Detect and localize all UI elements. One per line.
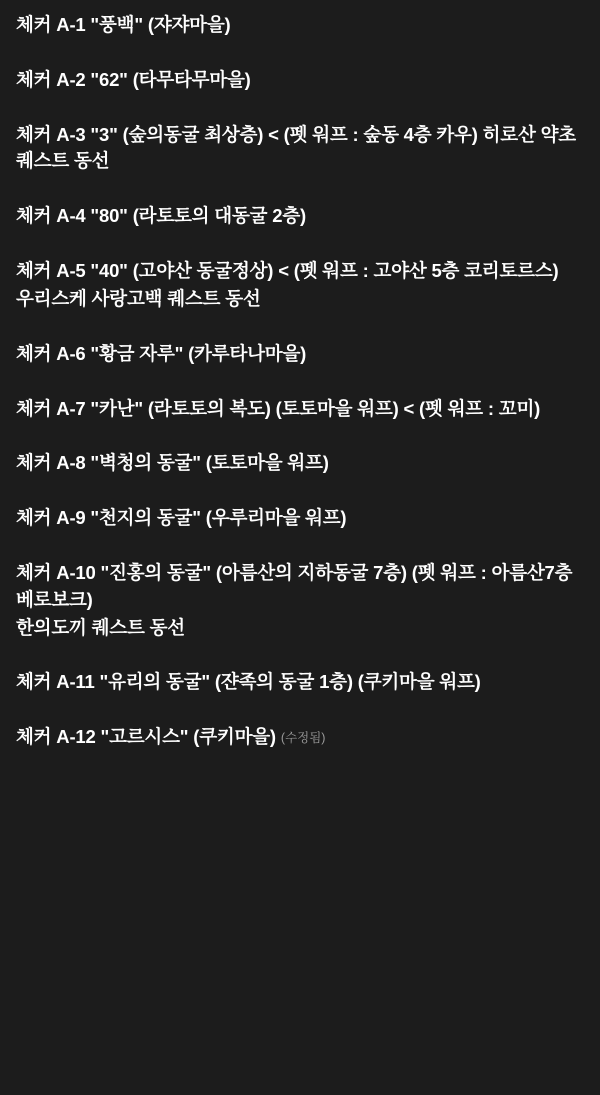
list-item xyxy=(16,67,584,94)
entry-line: 체커 A-6 "황금 자루" (카루타나마을) xyxy=(16,342,307,364)
entry-text: 체커 A-12 "고르시스" (쿠키마을) xyxy=(16,726,276,748)
list-item xyxy=(16,122,584,176)
entry-line: 체커 A-7 "카난" (라토토의 복도) (토토마을 워프) < (펫 워프 : 꼬미) xyxy=(16,397,541,419)
entry-line: 체커 A-5 "40" (고야산 동굴정상) < (펫 워프 : 고야산 5층 코리토르스) xyxy=(16,260,559,282)
list-item xyxy=(16,450,584,477)
entry-line: 체커 A-1 "풍백" (쟈쟈마을) xyxy=(16,14,231,35)
list-item xyxy=(16,258,584,313)
entry-line: 체커 A-8 "벽청의 동굴" (토토마을 워프) xyxy=(16,452,329,474)
entry-line: 체커 A-2 "62" (타무타무마을) xyxy=(16,68,251,90)
list-item xyxy=(16,669,584,696)
entry-line: 우리스케 사랑고백 퀘스트 동선 xyxy=(16,287,261,309)
list-item xyxy=(16,724,584,751)
entry-line: 한의도끼 퀘스트 동선 xyxy=(16,616,185,638)
entry-line: 체커 A-3 "3" (숲의동굴 최상층) < (펫 워프 : 숲동 4층 카우) 히로산 약초 퀘스트 동선 xyxy=(16,123,581,172)
list-item xyxy=(16,396,584,423)
entry-line: 체커 A-11 "유리의 동굴" (쟌족의 동굴 1층) (쿠키마을 워프) xyxy=(16,671,481,693)
list-item xyxy=(16,341,584,368)
list-item xyxy=(16,505,584,532)
edited-badge: (수정됨) xyxy=(280,731,326,746)
entry-line: 체커 A-9 "천지의 동굴" (우루리마을 워프) xyxy=(16,507,347,529)
list-item xyxy=(16,560,584,641)
entry-line: 체커 A-10 "진홍의 동굴" (아름산의 지하동굴 7층) (펫 워프 : 아름산7층 베로보크) xyxy=(16,561,578,610)
entry-line: 체커 A-4 "80" (라토토의 대동굴 2층) xyxy=(16,205,306,227)
list-item xyxy=(16,12,584,39)
list-item xyxy=(16,203,584,230)
entry-line xyxy=(16,724,584,751)
